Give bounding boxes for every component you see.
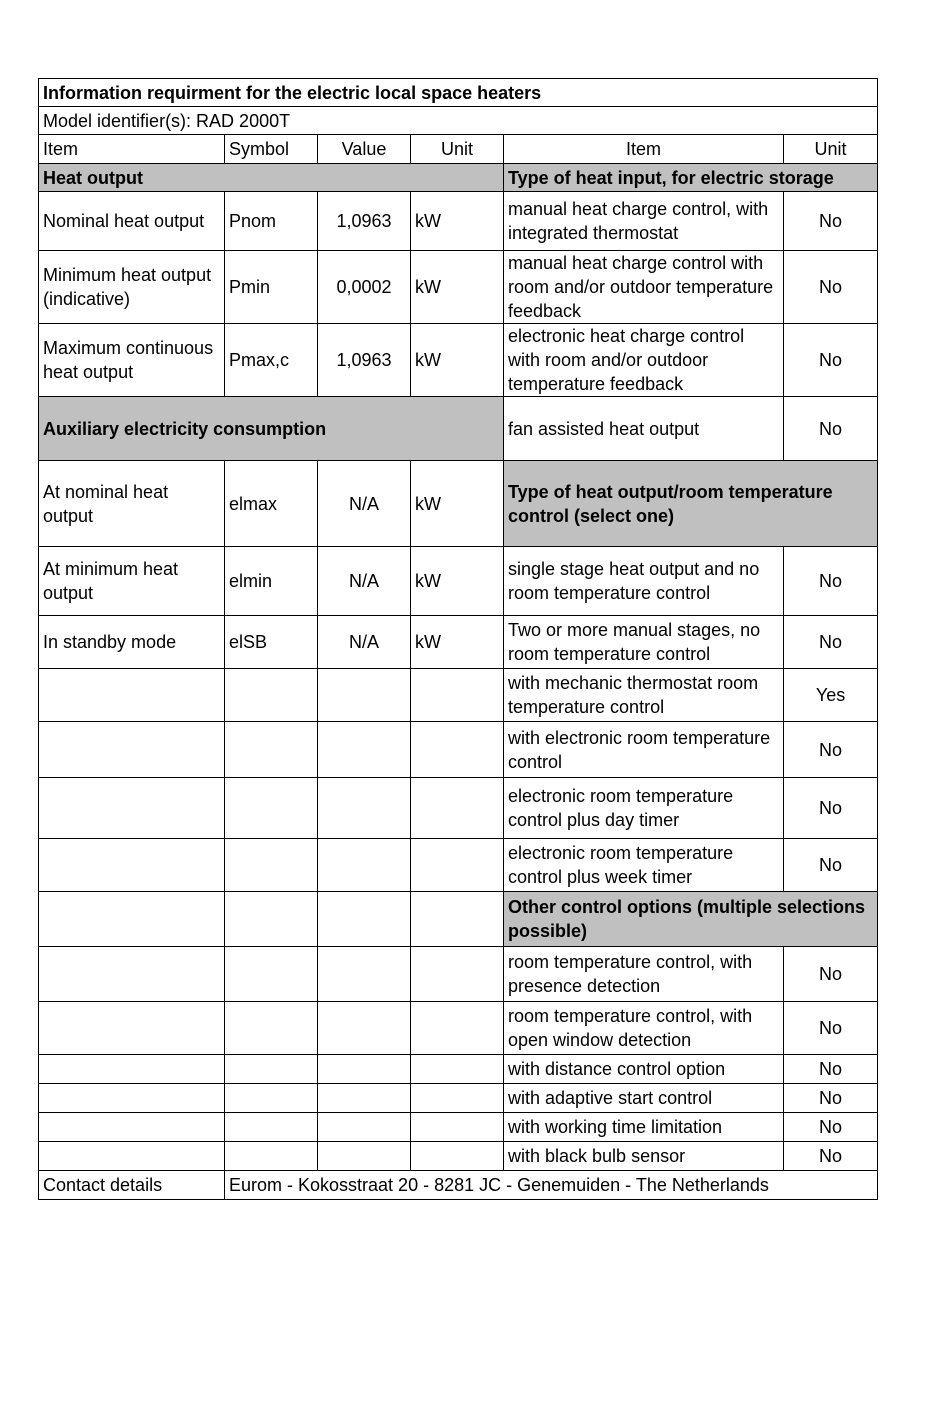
empty-cell	[225, 892, 318, 947]
header-value: Value	[318, 135, 411, 164]
table-title: Information requirment for the electric local space heaters	[39, 79, 878, 107]
empty-cell	[318, 722, 411, 778]
section-aux-consumption: Auxiliary electricity consumption	[39, 397, 504, 461]
empty-cell	[225, 839, 318, 892]
cell-unit: kW	[411, 324, 504, 397]
header-unit: Unit	[411, 135, 504, 164]
cell-right-unit: No	[784, 1113, 878, 1142]
cell-right-unit: No	[784, 192, 878, 251]
empty-cell	[411, 1002, 504, 1055]
cell-right-item: electronic room temperature control plus week timer	[504, 839, 784, 892]
empty-cell	[39, 1113, 225, 1142]
cell-item: At nominal heat output	[39, 461, 225, 547]
cell-right-item: Two or more manual stages, no room temperature control	[504, 616, 784, 669]
section-storage: Type of heat input, for electric storage	[504, 164, 878, 192]
cell-symbol: Pnom	[225, 192, 318, 251]
cell-symbol: elmin	[225, 547, 318, 616]
table-row	[39, 616, 878, 669]
cell-right-unit: No	[784, 947, 878, 1002]
title-row	[39, 79, 878, 107]
cell-right-unit: No	[784, 722, 878, 778]
cell-value: 1,0963	[318, 324, 411, 397]
cell-item: Minimum heat output (indicative)	[39, 251, 225, 324]
cell-unit: kW	[411, 547, 504, 616]
table-row	[39, 324, 878, 397]
cell-right-unit: No	[784, 397, 878, 461]
empty-cell	[39, 722, 225, 778]
empty-cell	[318, 1002, 411, 1055]
empty-cell	[39, 892, 225, 947]
cell-right-item: with electronic room temperature control	[504, 722, 784, 778]
cell-item: Nominal heat output	[39, 192, 225, 251]
contact-row	[39, 1171, 878, 1200]
empty-cell	[225, 1113, 318, 1142]
empty-cell	[318, 1142, 411, 1171]
cell-right-unit: No	[784, 1002, 878, 1055]
section-heat-output: Heat output	[39, 164, 504, 192]
cell-unit: kW	[411, 616, 504, 669]
empty-cell	[318, 1055, 411, 1084]
cell-symbol: elSB	[225, 616, 318, 669]
empty-cell	[225, 722, 318, 778]
empty-cell	[39, 778, 225, 839]
empty-cell	[225, 778, 318, 839]
cell-right-item: room temperature control, with presence detection	[504, 947, 784, 1002]
cell-unit: kW	[411, 192, 504, 251]
table-row	[39, 1084, 878, 1113]
table-row	[39, 1002, 878, 1055]
empty-cell	[39, 839, 225, 892]
model-row	[39, 107, 878, 135]
empty-cell	[411, 669, 504, 722]
cell-value: N/A	[318, 616, 411, 669]
cell-right-unit: Yes	[784, 669, 878, 722]
cell-right-item: with black bulb sensor	[504, 1142, 784, 1171]
empty-cell	[411, 1113, 504, 1142]
table-row	[39, 1055, 878, 1084]
empty-cell	[411, 1142, 504, 1171]
cell-value: 0,0002	[318, 251, 411, 324]
cell-right-item: fan assisted heat output	[504, 397, 784, 461]
cell-right-item: manual heat charge control with room and/or outdoor temperature feedback	[504, 251, 784, 324]
empty-cell	[318, 947, 411, 1002]
cell-item: Maximum continuous heat output	[39, 324, 225, 397]
contact-label: Contact details	[39, 1171, 225, 1200]
table-row	[39, 722, 878, 778]
table-row	[39, 461, 878, 547]
empty-cell	[39, 1142, 225, 1171]
table-row	[39, 192, 878, 251]
empty-cell	[225, 947, 318, 1002]
empty-cell	[225, 669, 318, 722]
cell-right-item: electronic heat charge control with room and/or outdoor temperature feedback	[504, 324, 784, 397]
empty-cell	[225, 1084, 318, 1113]
cell-unit: kW	[411, 461, 504, 547]
cell-right-unit: No	[784, 324, 878, 397]
empty-cell	[318, 839, 411, 892]
empty-cell	[411, 722, 504, 778]
empty-cell	[318, 669, 411, 722]
empty-cell	[318, 1084, 411, 1113]
cell-item: In standby mode	[39, 616, 225, 669]
empty-cell	[39, 1002, 225, 1055]
empty-cell	[411, 947, 504, 1002]
cell-right-item: with mechanic thermostat room temperature control	[504, 669, 784, 722]
empty-cell	[39, 1084, 225, 1113]
table-row	[39, 251, 878, 324]
empty-cell	[318, 1113, 411, 1142]
section-other-controls: Other control options (multiple selections possible)	[504, 892, 878, 947]
section-room-temp-control: Type of heat output/room temperature control (select one)	[504, 461, 878, 547]
cell-right-item: with adaptive start control	[504, 1084, 784, 1113]
table-row	[39, 839, 878, 892]
empty-cell	[225, 1002, 318, 1055]
table-row	[39, 778, 878, 839]
header-symbol: Symbol	[225, 135, 318, 164]
cell-right-item: manual heat charge control, with integrated thermostat	[504, 192, 784, 251]
empty-cell	[411, 839, 504, 892]
table-row	[39, 397, 878, 461]
cell-right-item: room temperature control, with open window detection	[504, 1002, 784, 1055]
cell-symbol: Pmin	[225, 251, 318, 324]
cell-right-unit: No	[784, 839, 878, 892]
empty-cell	[39, 947, 225, 1002]
cell-right-item: single stage heat output and no room temperature control	[504, 547, 784, 616]
table-row	[39, 892, 878, 947]
cell-right-unit: No	[784, 1142, 878, 1171]
empty-cell	[225, 1055, 318, 1084]
empty-cell	[39, 1055, 225, 1084]
empty-cell	[318, 778, 411, 839]
empty-cell	[225, 1142, 318, 1171]
empty-cell	[411, 1084, 504, 1113]
cell-right-unit: No	[784, 547, 878, 616]
cell-right-unit: No	[784, 1084, 878, 1113]
cell-item: At minimum heat output	[39, 547, 225, 616]
header-row	[39, 135, 878, 164]
contact-value: Eurom - Kokosstraat 20 - 8281 JC - Genemuiden - The Netherlands	[225, 1171, 878, 1200]
cell-value: N/A	[318, 547, 411, 616]
heater-info-table	[38, 78, 878, 1200]
table-row	[39, 669, 878, 722]
cell-right-unit: No	[784, 778, 878, 839]
empty-cell	[39, 669, 225, 722]
cell-right-unit: No	[784, 616, 878, 669]
table-row	[39, 947, 878, 1002]
table-row	[39, 1142, 878, 1171]
table-row	[39, 547, 878, 616]
cell-value: 1,0963	[318, 192, 411, 251]
cell-symbol: Pmax,c	[225, 324, 318, 397]
cell-value: N/A	[318, 461, 411, 547]
cell-right-item: with working time limitation	[504, 1113, 784, 1142]
cell-right-unit: No	[784, 251, 878, 324]
empty-cell	[318, 892, 411, 947]
header-item: Item	[39, 135, 225, 164]
model-identifier: Model identifier(s): RAD 2000T	[39, 107, 878, 135]
cell-unit: kW	[411, 251, 504, 324]
header-right-item: Item	[504, 135, 784, 164]
cell-right-item: with distance control option	[504, 1055, 784, 1084]
cell-symbol: elmax	[225, 461, 318, 547]
section-row	[39, 164, 878, 192]
header-right-unit: Unit	[784, 135, 878, 164]
table-row	[39, 1113, 878, 1142]
empty-cell	[411, 892, 504, 947]
empty-cell	[411, 778, 504, 839]
cell-right-item: electronic room temperature control plus day timer	[504, 778, 784, 839]
cell-right-unit: No	[784, 1055, 878, 1084]
empty-cell	[411, 1055, 504, 1084]
